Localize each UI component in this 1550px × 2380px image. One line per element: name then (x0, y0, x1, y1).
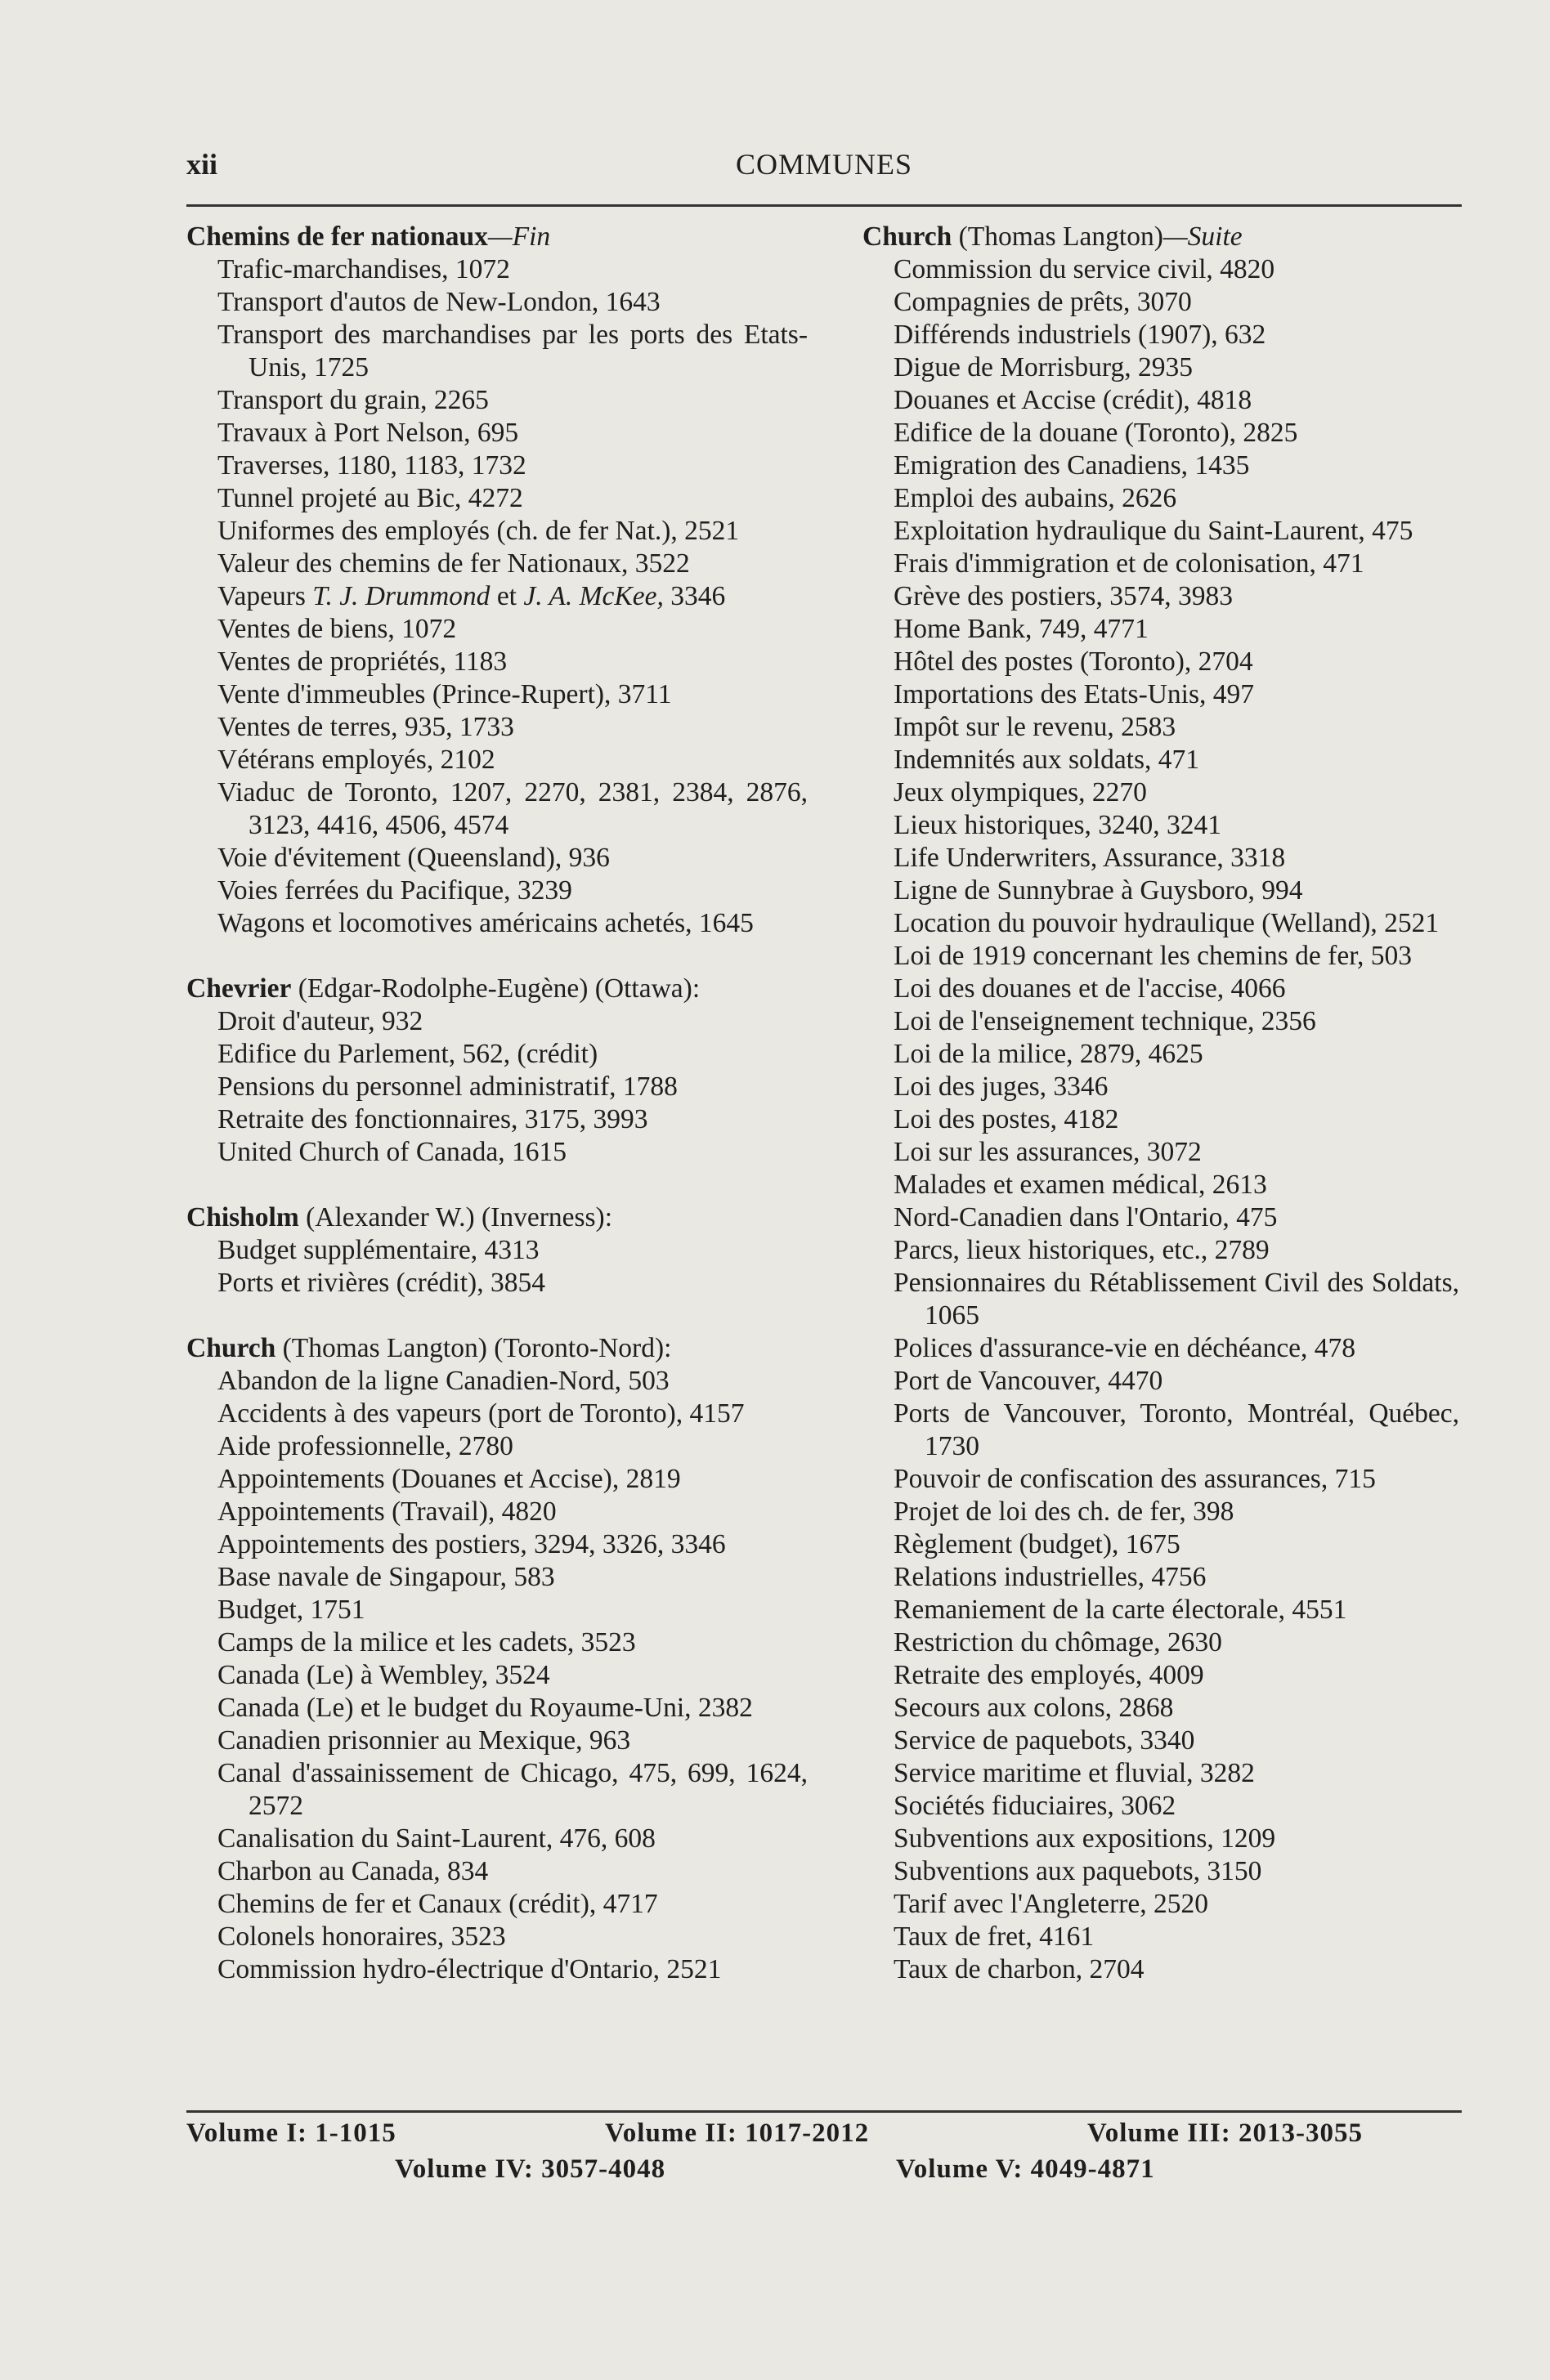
subentry: Ventes de biens, 1072 (217, 614, 457, 644)
index-entry (186, 1201, 808, 1300)
volume-3-range: Volume III: 2013-3055 (1087, 2118, 1363, 2148)
volume-4-range: Volume IV: 3057-4048 (395, 2154, 666, 2184)
subentry: Vente d'immeubles (Prince-Rupert), 3711 (217, 679, 672, 709)
subentry: Transport d'autos de New-London, 1643 (217, 287, 661, 317)
subentry: United Church of Canada, 1615 (217, 1137, 567, 1167)
subentry: Loi des douanes et de l'accise, 4066 (894, 973, 1286, 1004)
subentry: Voie d'évitement (Queensland), 936 (217, 843, 610, 873)
subentry: Accidents à des vapeurs (port de Toronto), 4157 (217, 1398, 745, 1429)
subentry: Home Bank, 749, 4771 (894, 614, 1149, 644)
subentry: Restriction du chômage, 2630 (894, 1627, 1222, 1658)
entry-details: (Edgar-Rodolphe-Eugène) (Ottawa): (291, 973, 701, 1004)
subentry: Viaduc de Toronto, 1207, 2270, 2381, 2384, 2876, 3123, 4416, 4506, 4574 (217, 777, 808, 840)
subentry: Commission hydro-électrique d'Ontario, 2521 (217, 1954, 722, 1984)
entry-heading (186, 221, 808, 253)
left-column (186, 221, 808, 2019)
subentry: Canal d'assainissement de Chicago, 475, 699, 1624, 2572 (217, 1758, 808, 1821)
subentry: Camps de la milice et les cadets, 3523 (217, 1627, 636, 1658)
subentry: Pensionnaires du Rétablissement Civil des Soldats, 1065 (894, 1268, 1459, 1331)
subentry: Tunnel projeté au Bic, 4272 (217, 483, 523, 513)
subentry: Digue de Morrisburg, 2935 (894, 352, 1193, 382)
entry-name: Church (862, 221, 952, 252)
volume-1-range: Volume I: 1-1015 (186, 2118, 396, 2148)
subentry: Ports de Vancouver, Toronto, Montréal, Québec, 1730 (894, 1398, 1459, 1461)
subentry: Retraite des employés, 4009 (894, 1660, 1204, 1690)
header-rule (186, 204, 1462, 207)
entry-heading (186, 1332, 808, 1365)
volume-2-range: Volume II: 1017-2012 (605, 2118, 870, 2148)
subentry: Pouvoir de confiscation des assurances, 715 (894, 1464, 1376, 1494)
subentry: Valeur des chemins de fer Nationaux, 3522 (217, 548, 690, 579)
index-entry (186, 1332, 808, 1986)
subentry: Exploitation hydraulique du Saint-Laurent, 475 (894, 516, 1413, 546)
subentry: Subventions aux paquebots, 3150 (894, 1856, 1262, 1886)
subentry: Service de paquebots, 3340 (894, 1725, 1195, 1756)
subentry: Tarif avec l'Angleterre, 2520 (894, 1889, 1209, 1919)
subentry: Ports et rivières (crédit), 3854 (217, 1268, 545, 1298)
subentry: Malades et examen médical, 2613 (894, 1170, 1267, 1200)
subentry: Ligne de Sunnybrae à Guysboro, 994 (894, 875, 1303, 906)
index-entry (186, 221, 808, 940)
subentry: Importations des Etats-Unis, 497 (894, 679, 1255, 709)
subentry: Grève des postiers, 3574, 3983 (894, 581, 1233, 611)
subentry: Ventes de propriétés, 1183 (217, 646, 508, 677)
index-entry (186, 973, 808, 1169)
entry-name: Church (186, 1333, 276, 1363)
subentry: Taux de charbon, 2704 (894, 1954, 1145, 1984)
subentry: Appointements des postiers, 3294, 3326, 3346 (217, 1529, 726, 1559)
entry-continuation: —Fin (487, 221, 551, 252)
subentry: Vétérans employés, 2102 (217, 745, 495, 775)
subentry: Traverses, 1180, 1183, 1732 (217, 450, 526, 481)
subentry: Edifice du Parlement, 562, (crédit) (217, 1039, 598, 1069)
entry-name: Chisholm (186, 1202, 299, 1232)
subentry: Vapeurs T. J. Drummond et J. A. McKee, 3346 (217, 581, 726, 611)
subentry: Indemnités aux soldats, 471 (894, 745, 1200, 775)
subentry: Subventions aux expositions, 1209 (894, 1823, 1276, 1854)
subentry: Loi des postes, 4182 (894, 1104, 1119, 1134)
page-number: xii (186, 148, 218, 181)
subentry: Edifice de la douane (Toronto), 2825 (894, 418, 1298, 448)
subentry: Projet de loi des ch. de fer, 398 (894, 1496, 1234, 1527)
subentry: Sociétés fiduciaires, 3062 (894, 1791, 1176, 1821)
running-title: COMMUNES (735, 148, 913, 181)
subentry: Charbon au Canada, 834 (217, 1856, 489, 1886)
subentry: Emigration des Canadiens, 1435 (894, 450, 1250, 481)
subentry: Impôt sur le revenu, 2583 (894, 712, 1176, 742)
subentry: Secours aux colons, 2868 (894, 1693, 1174, 1723)
subentry: Loi de 1919 concernant les chemins de fer, 503 (894, 941, 1413, 971)
subentry: Location du pouvoir hydraulique (Welland), 2521 (894, 908, 1440, 938)
entry-heading (186, 1201, 808, 1234)
subentry: Relations industrielles, 4756 (894, 1562, 1207, 1592)
subentry: Colonels honoraires, 3523 (217, 1921, 506, 1952)
entry-name: Chevrier (186, 973, 292, 1004)
subentry: Budget, 1751 (217, 1595, 365, 1625)
entry-details: (Thomas Langton) (952, 221, 1163, 252)
subentry: Hôtel des postes (Toronto), 2704 (894, 646, 1253, 677)
subentry: Canada (Le) à Wembley, 3524 (217, 1660, 550, 1690)
entry-heading (862, 221, 1459, 253)
volume-5-range: Volume V: 4049-4871 (896, 2154, 1155, 2184)
subentry: Budget supplémentaire, 4313 (217, 1235, 540, 1265)
subentry: Emploi des aubains, 2626 (894, 483, 1177, 513)
subentry: Base navale de Singapour, 583 (217, 1562, 555, 1592)
subentry: Jeux olympiques, 2270 (894, 777, 1147, 808)
footer-rule (186, 2110, 1462, 2113)
subentry: Trafic-marchandises, 1072 (217, 254, 510, 284)
subentry: Appointements (Douanes et Accise), 2819 (217, 1464, 681, 1494)
subentry: Lieux historiques, 3240, 3241 (894, 810, 1222, 840)
subentry: Canalisation du Saint-Laurent, 476, 608 (217, 1823, 656, 1854)
entry-details: (Alexander W.) (Inverness): (298, 1202, 613, 1232)
entry-details: (Thomas Langton) (Toronto-Nord): (276, 1333, 672, 1363)
subentry: Douanes et Accise (crédit), 4818 (894, 385, 1252, 415)
subentry: Retraite des fonctionnaires, 3175, 3993 (217, 1104, 648, 1134)
index-entry (862, 221, 1459, 1986)
entry-heading (186, 973, 808, 1005)
subentry: Différends industriels (1907), 632 (894, 320, 1266, 350)
subentry: Loi des juges, 3346 (894, 1071, 1109, 1102)
subentry: Transport des marchandises par les ports des Etats-Unis, 1725 (217, 320, 808, 382)
subentry: Canadien prisonnier au Mexique, 963 (217, 1725, 631, 1756)
subentry: Pensions du personnel administratif, 1788 (217, 1071, 678, 1102)
subentry: Canada (Le) et le budget du Royaume-Uni, 2382 (217, 1693, 753, 1723)
subentry: Parcs, lieux historiques, etc., 2789 (894, 1235, 1270, 1265)
subentry: Service maritime et fluvial, 3282 (894, 1758, 1255, 1788)
subentry: Life Underwriters, Assurance, 3318 (894, 843, 1286, 873)
entry-continuation: —Suite (1162, 221, 1243, 252)
subentry: Commission du service civil, 4820 (894, 254, 1275, 284)
subentry: Port de Vancouver, 4470 (894, 1366, 1163, 1396)
subentry: Uniformes des employés (ch. de fer Nat.), 2521 (217, 516, 740, 546)
subentry: Wagons et locomotives américains achetés, 1645 (217, 908, 754, 938)
page-header (186, 147, 1462, 188)
subentry: Loi sur les assurances, 3072 (894, 1137, 1202, 1167)
subentry: Abandon de la ligne Canadien-Nord, 503 (217, 1366, 670, 1396)
subentry: Ventes de terres, 935, 1733 (217, 712, 514, 742)
subentry: Transport du grain, 2265 (217, 385, 489, 415)
subentry: Travaux à Port Nelson, 695 (217, 418, 519, 448)
subentry: Voies ferrées du Pacifique, 3239 (217, 875, 572, 906)
subentry: Remaniement de la carte électorale, 4551 (894, 1595, 1347, 1625)
subentry: Droit d'auteur, 932 (217, 1006, 423, 1036)
subentry: Polices d'assurance-vie en déchéance, 478 (894, 1333, 1356, 1363)
subentry: Loi de la milice, 2879, 4625 (894, 1039, 1203, 1069)
subentry: Règlement (budget), 1675 (894, 1529, 1180, 1559)
subentry: Loi de l'enseignement technique, 2356 (894, 1006, 1316, 1036)
subentry: Appointements (Travail), 4820 (217, 1496, 557, 1527)
entry-name: Chemins de fer nationaux (186, 221, 488, 252)
subentry: Compagnies de prêts, 3070 (894, 287, 1192, 317)
subentry: Taux de fret, 4161 (894, 1921, 1095, 1952)
subentry: Frais d'immigration et de colonisation, 471 (894, 548, 1364, 579)
right-column (862, 221, 1459, 2019)
subentry: Chemins de fer et Canaux (crédit), 4717 (217, 1889, 658, 1919)
subentry: Nord-Canadien dans l'Ontario, 475 (894, 1202, 1278, 1232)
subentry: Aide professionnelle, 2780 (217, 1431, 513, 1461)
